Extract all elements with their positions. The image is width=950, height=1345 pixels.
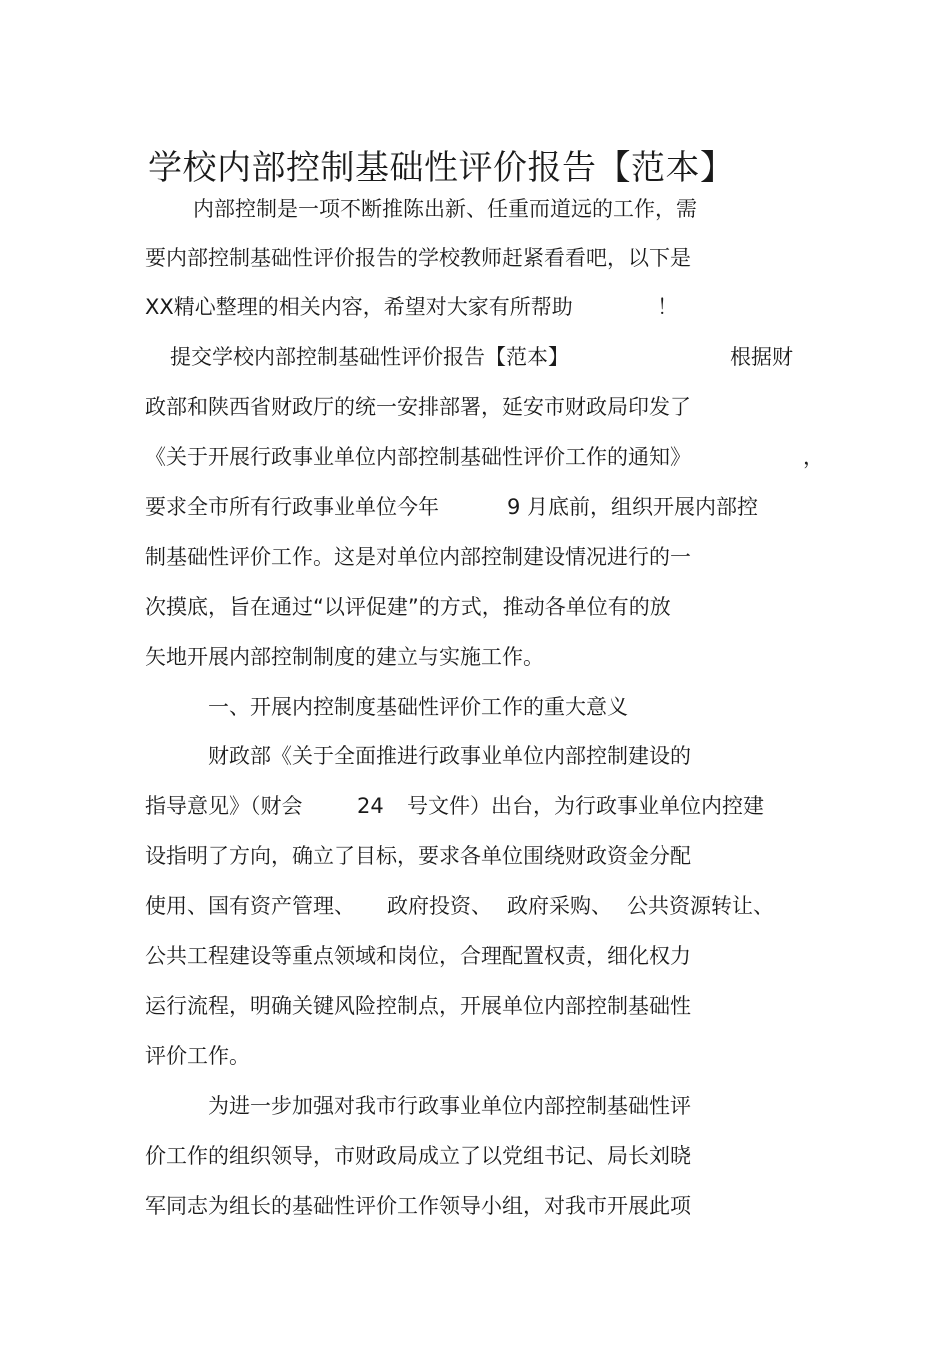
- text-segment: 军同志为组长的基础性评价工作领导小组，对我市开展此项: [145, 1194, 691, 1218]
- text-segment: 财政部《关于全面推进行政事业单位内部控制建设的: [208, 744, 691, 768]
- text-segment: 要求全市所有行政事业单位今年: [145, 495, 439, 519]
- text-segment: 公共资源转让、: [627, 894, 774, 918]
- text-segment: 政府采购、: [507, 894, 612, 918]
- text-segment: 制基础性评价工作。这是对单位内部控制建设情况进行的一: [145, 545, 691, 569]
- text-segment: 政部和陕西省财政厅的统一安排部署，延安市财政局印发了: [145, 395, 691, 419]
- document-title: 学校内部控制基础性评价报告【范本】: [148, 147, 735, 188]
- text-segment: 为进一步加强对我市行政事业单位内部控制基础性评: [208, 1094, 691, 1118]
- text-segment: 指导意见》（财会: [145, 794, 303, 818]
- text-segment: 号文件）出台，为行政事业单位内控建: [407, 794, 764, 818]
- text-segment: 24: [357, 794, 384, 818]
- text-segment: 设指明了方向，确立了目标，要求各单位围绕财政资金分配: [145, 844, 691, 868]
- text-segment: 提交学校内部控制基础性评价报告【范本】: [170, 345, 569, 369]
- text-segment: 一、开展内控制度基础性评价工作的重大意义: [208, 695, 628, 719]
- text-segment: 《关于开展行政事业单位内部控制基础性评价工作的通知》: [145, 445, 691, 469]
- text-segment: 内部控制是一项不断推陈出新、任重而道远的工作，需: [193, 197, 697, 221]
- text-segment: 矢地开展内部控制制度的建立与实施工作。: [145, 645, 544, 669]
- text-segment: 政府投资、: [387, 894, 492, 918]
- text-segment: 运行流程，明确关键风险控制点，开展单位内部控制基础性: [145, 994, 691, 1018]
- text-segment: ，: [803, 445, 824, 469]
- text-segment: 要内部控制基础性评价报告的学校教师赶紧看看吧，以下是: [145, 246, 691, 270]
- text-segment: 根据财: [730, 345, 793, 369]
- text-segment: 价工作的组织领导，市财政局成立了以党组书记、局长刘晓: [145, 1144, 691, 1168]
- text-segment: 公共工程建设等重点领域和岗位，合理配置权责，细化权力: [145, 944, 691, 968]
- text-segment: 评价工作。: [145, 1044, 250, 1068]
- text-segment: 使用、国有资产管理、: [145, 894, 355, 918]
- text-segment: ！: [657, 295, 678, 319]
- text-segment: XX精心整理的相关内容，希望对大家有所帮助: [145, 295, 573, 319]
- text-segment: 9 月底前，组织开展内部控: [507, 495, 759, 519]
- text-segment: 次摸底，旨在通过“以评促建”的方式，推动各单位有的放: [145, 595, 671, 619]
